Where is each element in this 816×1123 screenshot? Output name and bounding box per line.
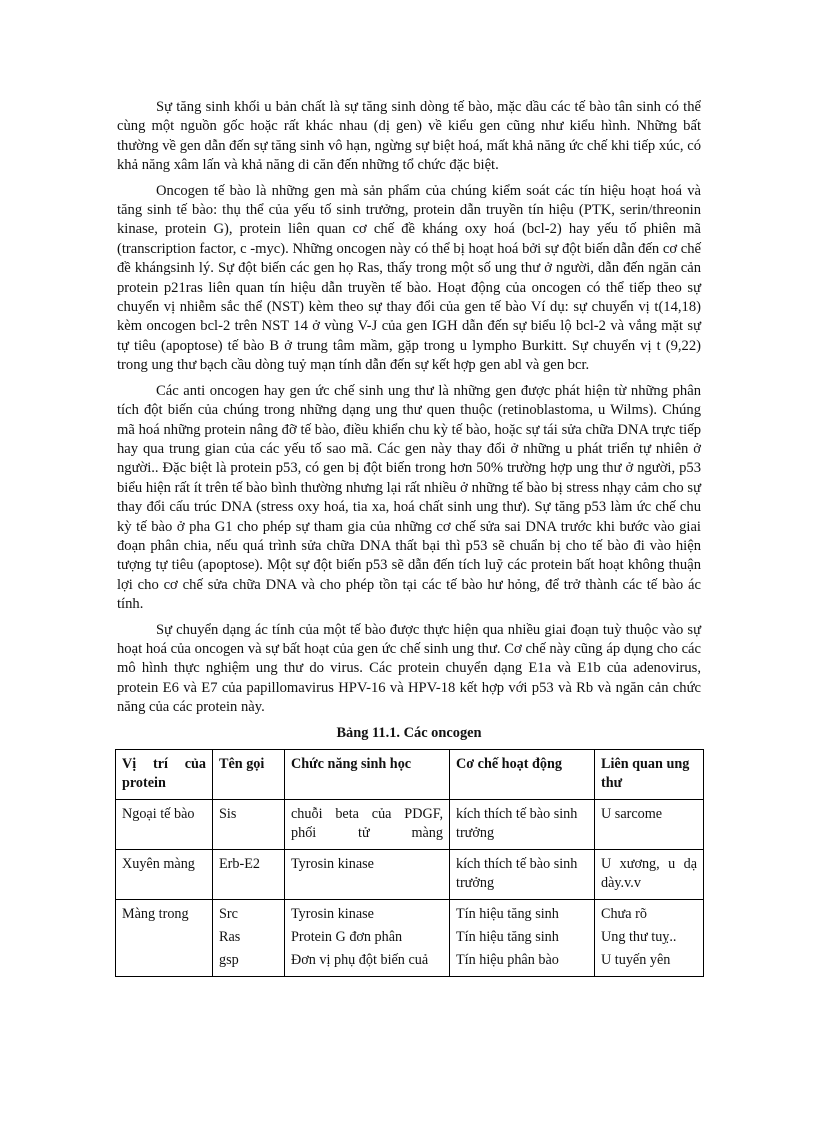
paragraph-tumor-proliferation: Sự tăng sinh khối u bản chất là sự tăng sinh dòng tế bào, mặc dầu các tế bào tân sinh có thể cùng một nguồn gốc hoặc rất khác nhau (dị gen) về kiểu gen cũng như kiểu hình. Những bất thường về gen dẫn đến sự tăng sinh vô hạn, ngừng sự biệt hoá, mất khả năng ức chế khi tiếp xúc, có khả năng xâm lấn và khả năng di căn đến những tổ chức đặc biệt. bbox=[117, 99, 701, 174]
cell-cancer-ras: Ung thư tuỵ.. bbox=[601, 929, 677, 945]
cell-name-ras: Ras bbox=[219, 929, 241, 945]
paragraph-anti-oncogene: Các anti oncogen hay gen ức chế sinh ung thư là những gen được phát hiện từ những phân tích đột biến của chúng trong những dạng ung thư quen thuộc (retinoblastoma, u Wilms). Chúng mã hoá những protein nâng đỡ tế bào, điều khiển chu kỳ tế bào, hoặc sự tái sửa chữa DNA trực tiếp hay qua trung gian của các yếu tố sao mã. Các gen này thay đổi ở những u phát triển tự nhiên ở người.. Đặc biệt là protein p53, có gen bị đột biến trong hơn 50% trường hợp ung thư ở người, p53 biểu hiện rất ít trên tế bào bình thường nhưng lại rất nhiều ở những tế bào bị stress nhạy cảm cho sự thay đổi cấu trúc DNA (stress oxy hoá, tia xa, hoá chất sinh ung thư). Sự tăng p53 làm ức chế chu kỳ tế bào ở pha G1 cho phép sự tham gia của những cơ chế sửa sai DNA trước khi bước vào giai đoạn phân chia, nếu quá trình sửa chữa DNA thất bại thì p53 sẽ chuẩn bị cho tế bào đi vào hiện tượng tự tiêu (apoptose). Một sự đột biến p53 sẽ dẫn đến tích luỹ các protein bất hoạt không thuận lợi cho cơ chế sửa chữa DNA và cho phép tồn tại các tế bào hư hỏng, để trở thành các tế bào ác tính. bbox=[117, 382, 701, 613]
cell-functions bbox=[285, 900, 450, 977]
table-row bbox=[116, 900, 704, 977]
cell-function: chuỗi beta của PDGF, phối tử màng bbox=[285, 800, 450, 850]
paragraph-oncogene: Oncogen tế bào là những gen mà sản phẩm của chúng kiểm soát các tín hiệu hoạt hoá và tăng sinh tế bào: thụ thể của yếu tố sinh trưởng, protein dẫn truyền tín hiệu (PTK, serin/threonin kinase, protein G), protein liên quan cơ chế đề kháng oxy hoá (bcl-2) hay yếu tố phiên mã (transcription factor, c -myc). Những oncogen này có thể bị hoạt hoá bởi sự đột biến dẫn đến cơ chế đề khángsinh lý. Sự đột biến các gen họ Ras, thấy trong một số ung thư ở người, dẫn đến ngăn cản protein p21ras liên quan tín hiệu dẫn truyền tế bào. Hoạt động của oncogen có thể tiếp theo sự chuyển vị nhiễm sắc thể (NST) kèm theo sự thay đổi của gen tế bào Ví dụ: sự chuyển vị t(14,18) kèm oncogen bcl-2 trên NST 14 ở vùng V-J của gen IGH dẫn đến sự biểu lộ bcl-2 và vắng mặt sự tự tiêu (apoptose) tế bào B ở trung tâm mầm, gặp trong u lympho Burkitt. Sự chuyển vị t (9,22) trong ung thư bạch cầu dòng tuỷ mạn tính dẫn đến sự kết hợp gen abl và gen bcr. bbox=[117, 182, 701, 374]
document-page bbox=[117, 98, 701, 977]
cell-name: Erb-E2 bbox=[213, 850, 285, 900]
cell-mechanism-src: Tín hiệu tăng sinh bbox=[456, 906, 559, 922]
header-cancer-relation: Liên quan ung thư bbox=[595, 750, 704, 800]
cell-cancer-gsp: U tuyến yên bbox=[601, 952, 671, 968]
cell-function-ras: Protein G đơn phân bbox=[291, 929, 403, 945]
cell-name: Sis bbox=[213, 800, 285, 850]
cell-mechanism-ras: Tín hiệu tăng sinh bbox=[456, 929, 559, 945]
cell-mechanism: kích thích tế bào sinh trưởng bbox=[450, 850, 595, 900]
cell-cancers bbox=[595, 900, 704, 977]
table-row bbox=[116, 850, 704, 900]
cell-cancer-src: Chưa rõ bbox=[601, 906, 647, 922]
header-mechanism: Cơ chế hoạt động bbox=[450, 750, 595, 800]
cell-location: Ngoại tế bào bbox=[116, 800, 213, 850]
cell-mechanism-gsp: Tín hiệu phân bào bbox=[456, 952, 559, 968]
cell-function: Tyrosin kinase bbox=[285, 850, 450, 900]
cell-cancer: U sarcome bbox=[595, 800, 704, 850]
oncogene-table bbox=[115, 749, 704, 977]
cell-location: Xuyên màng bbox=[116, 850, 213, 900]
cell-name-gsp: gsp bbox=[219, 952, 239, 968]
cell-function-gsp: Đơn vị phụ đột biến cuả bbox=[291, 952, 429, 968]
cell-name-src: Src bbox=[219, 906, 238, 922]
table-row bbox=[116, 800, 704, 850]
cell-mechanisms bbox=[450, 900, 595, 977]
header-protein-location: Vị trí của protein bbox=[116, 750, 213, 800]
header-biological-function: Chức năng sinh học bbox=[285, 750, 450, 800]
cell-function-src: Tyrosin kinase bbox=[291, 906, 374, 922]
cell-cancer: U xương, u dạ dày.v.v bbox=[595, 850, 704, 900]
cell-mechanism: kích thích tế bào sinh trưởng bbox=[450, 800, 595, 850]
cell-names bbox=[213, 900, 285, 977]
table-caption: Bảng 11.1. Các oncogen bbox=[336, 724, 482, 741]
cell-location: Màng trong bbox=[116, 900, 213, 977]
paragraph-malignant-transformation: Sự chuyển dạng ác tính của một tế bào được thực hiện qua nhiều giai đoạn tuỳ thuộc vào sự hoạt hoá của oncogen và sự bất hoạt của gen ức chế sinh ung thư. Cơ chế này cũng áp dụng cho các mô hình thực nghiệm ung thư do virus. Các protein chuyển dạng E1a và E1b của adenovirus, protein E6 và E7 của papillomavirus HPV-16 và HPV-18 kết hợp với p53 và Rb và ngăn cản chức năng của các protein này. bbox=[117, 621, 701, 716]
table-header-row bbox=[116, 750, 704, 800]
header-name: Tên gọi bbox=[213, 750, 285, 800]
